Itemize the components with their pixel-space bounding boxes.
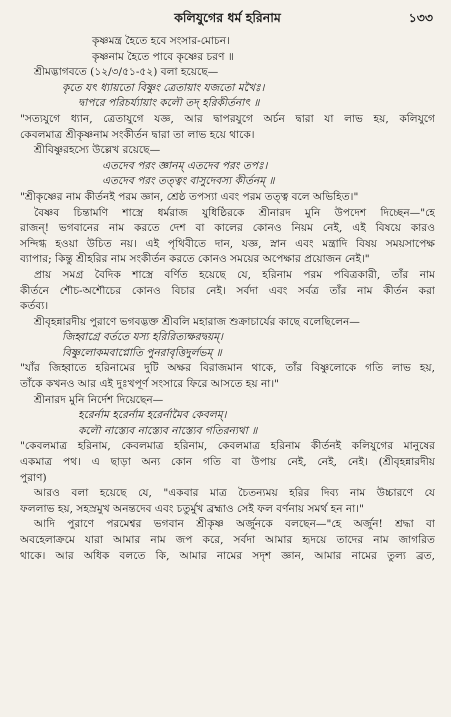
text-line: প্রায় সমগ্র বৈদিক শাস্ত্রে বর্ণিত হয়েছে যে, হরিনাম পরম পবিত্রকারী, তাঁর নাম (34, 268, 435, 281)
text-line: শ্রীমদ্ভাগবতে (১২/৩/৫১-৫২) বলা হয়েছে— (34, 66, 219, 79)
text-line: ফললাভ হয়, সহস্রমুখ অনন্তদেব এবং চতুর্মুখ ব্রহ্মাও সেই ফল বর্ণনায় সমর্থ হন না।" (20, 502, 364, 515)
verse-line: কৃষ্ণমন্ত্র হৈতে হবে সংসার-মোচন। (92, 35, 230, 47)
text-line: কীর্তনে শৌচ-অশৌচের কোনও বিচার নেই। সর্বদা এবং সর্বত্র তাঁর নাম কীর্তন করা (20, 284, 435, 297)
page-number: ১৩৩ (408, 10, 433, 25)
page-body (20, 34, 435, 564)
text-line: তাঁকে কখনও আর এই দুঃখপূর্ণ সংসারে ফিরে আসতে হয় না।" (20, 378, 279, 391)
sanskrit-verse-line: কৃতে যৎ ধ্যায়তো বিষ্ণুং ত্রেতায়াং যজতো মখৈঃ। (62, 81, 265, 94)
sanskrit-verse-line: কলৌ নাস্ত্যেব নাস্ত্যেব নাস্ত্যেব গতিরন্যথা ॥ (78, 424, 258, 437)
text-line: পুরাণ) (20, 471, 47, 484)
text-line: বৈষ্ণব চিন্তামণি শাস্ত্রে ধর্মরাজ যুধিষ্ঠিরকে শ্রীনারদ মুনি উপদেশ দিচ্ছেন—"হে (34, 206, 435, 219)
page-header (20, 6, 435, 34)
sanskrit-verse-line: এতদেব পরং জ্ঞানম্ এতদেব পরং তপঃ। (102, 159, 268, 172)
sanskrit-verse-line: এতদেব পরং তত্ত্বং বাসুদেবস্য কীর্তনম্ ॥ (102, 175, 275, 188)
running-title: কলিযুগের ধর্ম হরিনাম (174, 10, 281, 25)
text-line: শ্রীবিষ্ণুরহস্যে উল্লেখ রয়েছে— (34, 144, 161, 157)
text-line: শ্রীবৃহন্নারদীয় পুরাণে ভগবদ্ভক্ত শ্রীবলি মহারাজ শুক্রাচার্যের কাছে বলেছিলেন— (34, 315, 360, 328)
text-line: থাকে। আর অধিক বলতে কি, আমার নামের সদৃশ জ্ঞান, আমার নামের তুল্য ব্রত, (20, 549, 435, 562)
verse-line: কৃষ্ণনাম হৈতে পাবে কৃষ্ণের চরণ ॥ (92, 50, 234, 63)
text-line: "কেবলমাত্র হরিনাম, কেবলমাত্র হরিনাম, কেবলমাত্র হরিনাম কীর্তনই কলিযুগের মানুষের (20, 440, 435, 453)
sanskrit-verse-line: জিহ্বাগ্রে বর্ততে যস্য হরিরিত্যক্ষরদ্বয়ম্। (62, 331, 223, 344)
text-line: শ্রীনারদ মুনি নির্দেশ দিয়েছেন— (34, 393, 164, 406)
sanskrit-verse-line: বিষ্ণুলোকমবাপ্নোতি পুনরাবৃত্তিদুর্লভম্ ॥ (62, 346, 222, 359)
text-line: "যাঁর জিহ্বাতে হরিনামের দুটি অক্ষর বিরাজমান থাকে, তাঁর বিষ্ণুলোকে গতি লাভ হয়, (20, 362, 435, 375)
text-line: কেবলমাত্র শ্রীকৃষ্ণনাম সংকীর্তন দ্বারা তা লাভ হয়ে থাকে। (20, 128, 255, 141)
text-line: রাজন্! ভগবানের নাম করতে দেশ বা কালের কোনও নিয়ম নেই, এই বিষয়ে কারও (20, 222, 435, 235)
text-line: ব্যাপার; কিন্তু শ্রীহরির নাম সংকীর্তন করতে কোনও সময়ের অপেক্ষার প্রয়োজন নেই।" (20, 253, 370, 266)
text-line: একমাত্র পথ। এ ছাড়া অন্য কোন গতি বা উপায় নেই, নেই, নেই। (শ্রীবৃহন্নারদীয় (20, 456, 435, 469)
sanskrit-verse-line: দ্বাপরে পরিচর্য্যায়াং কলৌ তদ্ হরিকীর্তনাৎ ॥ (78, 97, 260, 110)
text-line: কর্তব্য। (20, 300, 49, 313)
text-line: অবহেলাক্রমে যারা আমার নাম জপ করে, সর্বদা আমার হৃদয়ে তাদের নাম জাগরিত (20, 534, 435, 546)
sanskrit-verse-line: হরের্নাম হরের্নাম হরের্নামৈব কেবলম্। (78, 409, 227, 422)
text-line: "শ্রীকৃষ্ণের নাম কীর্তনই পরম জ্ঞান, শ্রেষ্ঠ তপস্যা এবং পরম তত্ত্ব বলে অভিহিত।" (20, 190, 359, 203)
text-line: "সত্যযুগে ধ্যান, ত্রেতাযুগে যজ্ঞ, আর দ্বাপরযুগে অর্চন দ্বারা যা লাভ হয়, কলিযুগে (20, 112, 435, 125)
text-line: আদি পুরাণে পরমেশ্বর ভগবান শ্রীকৃষ্ণ অর্জুনকে বলছেন—"হে অর্জুন! শ্রদ্ধা বা (34, 518, 435, 531)
text-line: সন্দিগ্ধ হওয়া উচিত নয়। এই পৃথিবীতে দান, যজ্ঞ, স্নান এবং মন্ত্রাদি বিষয় সময়সাপেক্ষ (20, 237, 435, 250)
text-line: আরও বলা হয়েছে যে, "একবার মাত্র চৈতন্যময় হরির দিব্য নাম উচ্চারণে যে (34, 487, 435, 500)
